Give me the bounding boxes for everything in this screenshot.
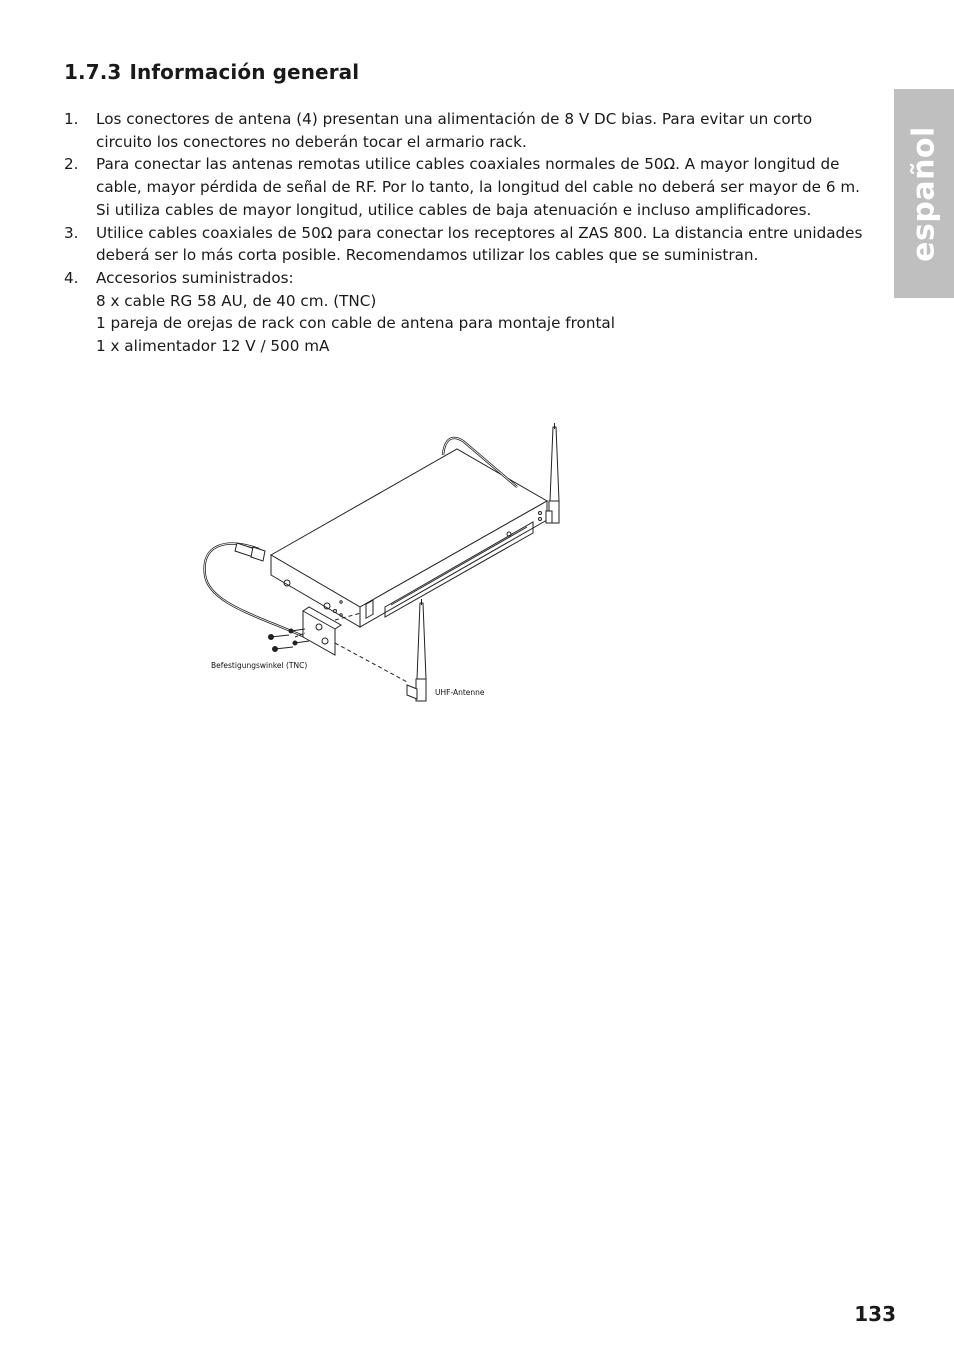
accessory-item: 8 x cable RG 58 AU, de 40 cm. (TNC) (96, 291, 377, 310)
list-item-text: Accesorios suministrados: (96, 268, 294, 287)
page-number: 133 (854, 1302, 896, 1326)
list-item (64, 108, 864, 153)
list-item-text: Los conectores de antena (4) presentan una alimentación de 8 V DC bias. Para evitar un corto circuito los conectores no deberán tocar el armario rack. (96, 110, 813, 151)
language-tab (894, 89, 954, 298)
receiver-drawing (195, 415, 615, 715)
list-item-number: 1. (64, 110, 79, 128)
section-number: 1.7.3 (64, 60, 122, 84)
list-item-number: 3. (64, 223, 79, 242)
section-heading (64, 60, 359, 84)
language-tab-label: español (906, 125, 942, 262)
accessory-item: 1 pareja de orejas de rack con cable de antena para montaje frontal (96, 314, 615, 333)
info-list (64, 108, 864, 358)
list-item-number: 4. (64, 268, 79, 287)
section-title: Información general (129, 60, 360, 84)
rack-mount-illustration (195, 415, 615, 715)
list-item-text: Para conectar las antenas remotas utilice cables coaxiales normales de 50Ω. A mayor longitud de cable, mayor pérdida de señal de RF. Por lo tanto, la longitud del cable no deberá ser mayor de 6 m. Si utiliza cables de mayor longitud, utilice cables de baja atenuación e incluso amplificadores. (96, 155, 860, 219)
list-item (64, 267, 864, 358)
list-item-text: Utilice cables coaxiales de 50Ω para conectar los receptores al ZAS 800. La distancia entre unidades deberá ser lo más corta posible. Recomendamos utilizar los cables que se suministran. (96, 223, 863, 265)
list-item (64, 222, 864, 267)
antenna-label: UHF-Antenne (435, 688, 485, 697)
list-item-number: 2. (64, 155, 79, 174)
bracket-label: Befestigungswinkel (TNC) (211, 661, 308, 670)
list-item (64, 153, 864, 221)
accessory-item: 1 x alimentador 12 V / 500 mA (96, 337, 330, 356)
